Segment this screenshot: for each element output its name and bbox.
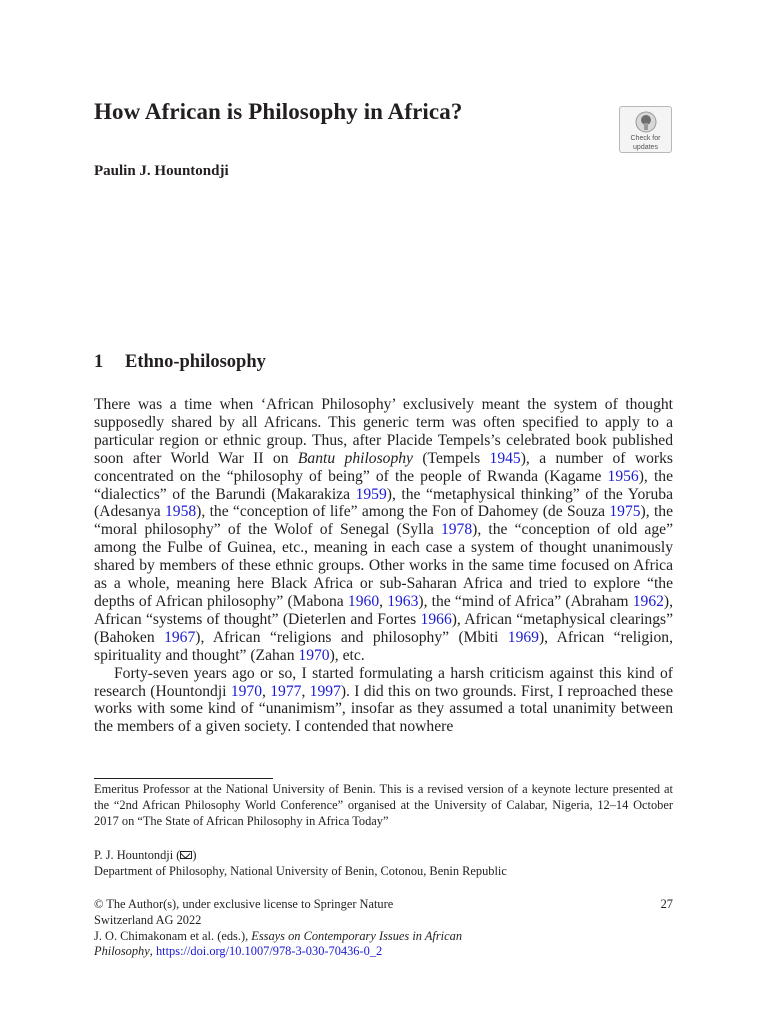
crossmark-icon: [635, 111, 657, 133]
text-run: ), the “moral philosophy” of the Wolof of Senegal (Sylla: [94, 503, 673, 539]
text-run: ), etc.: [329, 646, 365, 664]
text-run: Forty-seven years ago or so, I started formulating a harsh criticism against this kind of research (Hountondji: [94, 664, 673, 700]
citation-year-link[interactable]: 1967: [164, 628, 196, 646]
citation-year-link[interactable]: 1945: [489, 449, 521, 467]
affiliation-department: Department of Philosophy, National University of Benin, Cotonou, Benin Republic: [94, 863, 507, 878]
citation-line-1: [94, 929, 673, 945]
section-number: 1: [94, 352, 104, 372]
paragraph-1: [94, 396, 673, 665]
citation-year-link[interactable]: 1958: [164, 503, 197, 521]
citation-year-link[interactable]: 1997: [309, 682, 341, 700]
badge-label-line2: updates: [633, 144, 658, 151]
affiliation-block: [94, 848, 673, 880]
text-run: ). I did this on two grounds. First, I reproached these works with some kind of “unanimism”, insofar as they assumed a total unanimity between the members of a given society. I contended that nowhere: [94, 682, 674, 736]
footnote: Emeritus Professor at the National University of Benin. This is a revised version of a keynote lecture presented at the “2nd African Philosophy World Conference” organised at the University of Calabar, Nigeria, 12–14 October 2017 on “The State of African Philosophy in Africa Today”: [94, 782, 673, 828]
text-run: ), the “metaphysical thinking” of the Yoruba (Adesanya: [94, 485, 674, 521]
citation-year-link[interactable]: 1960: [347, 592, 380, 610]
check-for-updates-badge[interactable]: [619, 106, 672, 153]
text-run: There was a time when ‘African Philosophy’ exclusively meant the system of thought supposedly shared by all Africans. This generic term was often specified to apply to a particular region or ethnic group. Thus, after Placide Tempels’s celebrated book published soon after World War II on: [94, 396, 673, 467]
book-title-a: Essays on Contemporary Issues in African: [251, 928, 463, 943]
citation-line-2: [94, 944, 673, 960]
affiliation-name: P. J. Hountondji (: [94, 848, 181, 862]
text-run: ), African “systems of thought” (Dieterlen and Fortes: [94, 592, 673, 628]
text-run: ), a number of works concentrated on the “philosophy of being” of the people of Rwanda (Kagame: [94, 449, 673, 485]
citation-year-link[interactable]: 1975: [609, 503, 641, 521]
citation-year-link[interactable]: 1970: [230, 682, 263, 700]
paper-title: How African is Philosophy in Africa?: [94, 99, 463, 124]
citation-year-link[interactable]: 1956: [607, 467, 639, 485]
text-run: ), the “conception of life” among the Fon of Dahomey (de Souza: [196, 503, 610, 521]
affiliation-name-close: ): [192, 848, 197, 862]
text-run: ,: [301, 682, 310, 700]
text-run: ), the “conception of old age” among the Fulbe of Guinea, etc., meaning in each case a system of thought unanimously shared by members of these ethnic groups. Other works in the same time focused on Africa as a whole, meaning here Black Africa or sub-Saharan Africa and tried to explore “the depths of African philosophy” (Mabona: [94, 521, 673, 610]
badge-label-line1: Check for: [630, 135, 661, 142]
book-editors: J. O. Chimakonam et al. (eds.),: [94, 928, 252, 943]
citation-sep: ,: [149, 944, 156, 959]
citation-year-link[interactable]: 1959: [355, 485, 387, 503]
book-title-b: Philosophy: [94, 944, 150, 959]
author-name: Paulin J. Hountondji: [94, 163, 229, 179]
italic-title: Bantu philosophy: [297, 449, 413, 467]
text-run: ), African “metaphysical clearings” (Bahoken: [94, 610, 673, 646]
citation-year-link[interactable]: 1962: [632, 592, 664, 610]
copyright-block: [94, 897, 673, 960]
citation-year-link[interactable]: 1970: [298, 646, 330, 664]
citation-year-link[interactable]: 1963: [387, 592, 419, 610]
text-run: ), African “religions and philosophy” (Mbiti: [195, 628, 508, 646]
text-run: ), the “mind of Africa” (Abraham: [418, 592, 633, 610]
page-number: 27: [660, 897, 673, 911]
section-title: Ethno-philosophy: [125, 352, 266, 372]
copyright-line-1: © The Author(s), under exclusive license to Springer Nature: [94, 897, 394, 911]
doi-link[interactable]: https://doi.org/10.1007/978-3-030-70436-0_2: [155, 944, 383, 959]
body-text: [94, 396, 673, 736]
text-run: ), African “religion, spirituality and thought” (Zahan: [94, 628, 673, 664]
section-heading: [94, 352, 266, 373]
citation-year-link[interactable]: 1966: [420, 610, 452, 628]
text-run: ,: [262, 682, 271, 700]
text-run: ,: [379, 592, 388, 610]
copyright-line-2: Switzerland AG 2022: [94, 912, 202, 927]
author-contact: [94, 848, 673, 864]
text-run: ), the “dialectics” of the Barundi (Makarakiza: [94, 467, 673, 503]
text-run: (Tempels: [412, 449, 490, 467]
footnote-separator: [94, 778, 273, 779]
citation-year-link[interactable]: 1977: [270, 682, 302, 700]
paragraph-2: [94, 665, 673, 737]
citation-year-link[interactable]: 1969: [507, 628, 539, 646]
citation-year-link[interactable]: 1978: [440, 521, 473, 539]
envelope-icon[interactable]: [180, 851, 192, 859]
